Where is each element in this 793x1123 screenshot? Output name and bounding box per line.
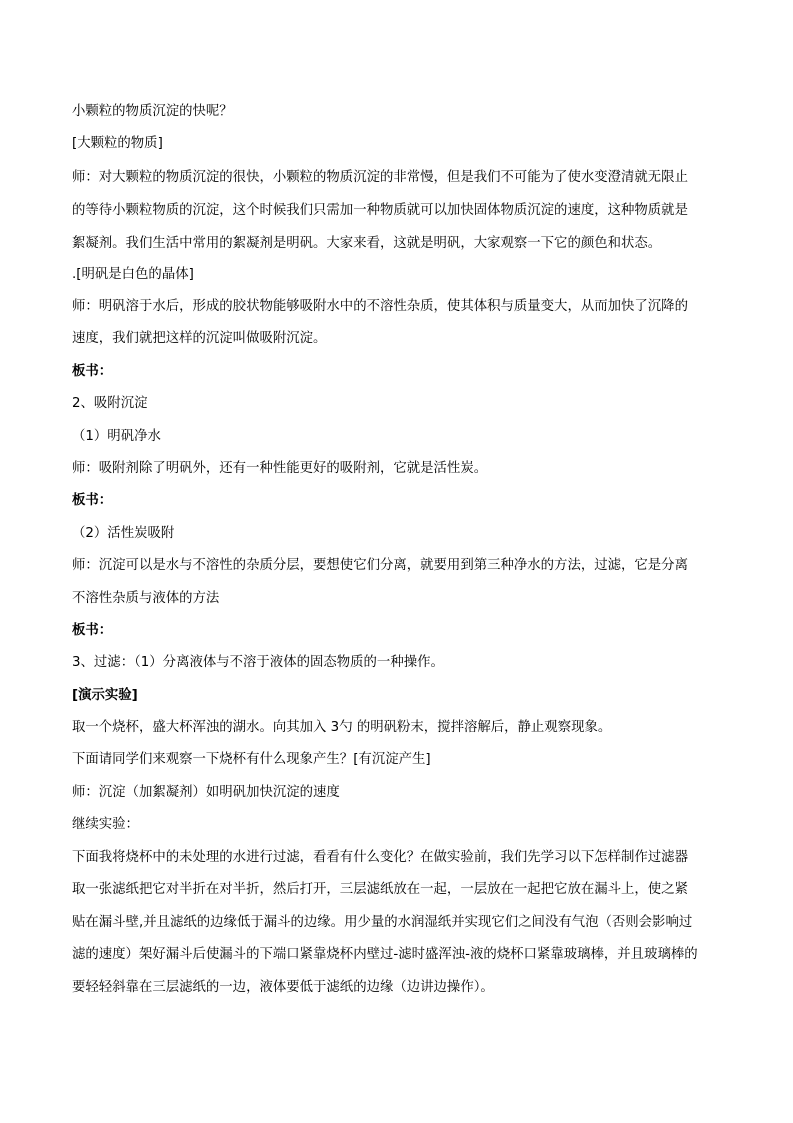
text-line: 要轻轻斜靠在三层滤纸的一边，液体要低于滤纸的边缘（边讲边操作）。 [72, 980, 494, 995]
section-heading: 板书： [72, 623, 113, 638]
text-line: 滤的速度）架好漏斗后使漏斗的下端口紧靠烧杯内壁过-滤时盛浑浊-液的烧杯口紧靠玻璃棒，并且玻璃棒的 [72, 947, 698, 962]
text-line: 师：吸附剂除了明矾外，还有一种性能更好的吸附剂，它就是活性炭。 [72, 461, 488, 476]
text-line: 师：沉淀可以是水与不溶性的杂质分层，要想使它们分离，就要用到第三种净水的方法，过滤，它是分离 [72, 558, 688, 573]
section-heading: 板书： [72, 493, 113, 508]
text-line: 小颗粒的物质沉淀的快呢？ [72, 104, 233, 119]
text-line: 速度，我们就把这样的沉淀叫做吸附沉淀。 [72, 331, 327, 346]
text-line: [大颗粒的物质] [72, 136, 163, 151]
text-line: 师：对大颗粒的物质沉淀的很快，小颗粒的物质沉淀的非常慢，但是我们不可能为了使水变澄清就无限止 [72, 170, 688, 185]
text-line: 贴在漏斗壁,并且滤纸的边缘低于漏斗的边缘。用少量的水润湿纸并实现它们之间没有气泡（否则会影响过 [72, 915, 693, 930]
text-line: 取一个烧杯，盛大杯浑浊的湖水。向其加入 3勺 的明矾粉末，搅拌溶解后，静止观察现象。 [72, 720, 612, 735]
text-line: 3、过滤：（1）分离液体与不溶于液体的固态物质的一种操作。 [72, 655, 444, 670]
text-line: 下面请同学们来观察一下烧杯有什么现象产生？[有沉淀产生] [72, 752, 431, 767]
section-heading: [演示实验] [72, 688, 138, 703]
text-line: 继续实验： [72, 817, 139, 832]
text-line: 2、吸附沉淀 [72, 396, 148, 411]
section-heading: 板书： [72, 364, 113, 379]
text-line: 的等待小颗粒物质的沉淀，这个时候我们只需加一种物质就可以加快固体物质沉淀的速度，这种物质就是 [72, 203, 688, 218]
text-line: 下面我将烧杯中的未处理的水进行过滤，看看有什么变化？在做实验前，我们先学习以下怎样制作过滤器 [72, 850, 688, 865]
text-line: （2）活性炭吸附 [72, 526, 175, 541]
text-line: 师：沉淀（加絮凝剂）如明矾加快沉淀的速度 [72, 785, 340, 800]
text-line: （1）明矾净水 [72, 429, 161, 444]
text-line: .[明矾是白色的晶体] [72, 267, 194, 282]
text-line: 师：明矾溶于水后，形成的胶状物能够吸附水中的不溶性杂质，使其体积与质量变大，从而加快了沉降的 [72, 299, 688, 314]
text-line: 絮凝剂。我们生活中常用的絮凝剂是明矾。大家来看，这就是明矾，大家观察一下它的颜色和状态。 [72, 236, 662, 251]
text-line: 取一张滤纸把它对半折在对半折，然后打开，三层滤纸放在一起，一层放在一起把它放在漏斗上，使之紧 [72, 882, 688, 897]
text-line: 不溶性杂质与液体的方法 [72, 591, 220, 606]
